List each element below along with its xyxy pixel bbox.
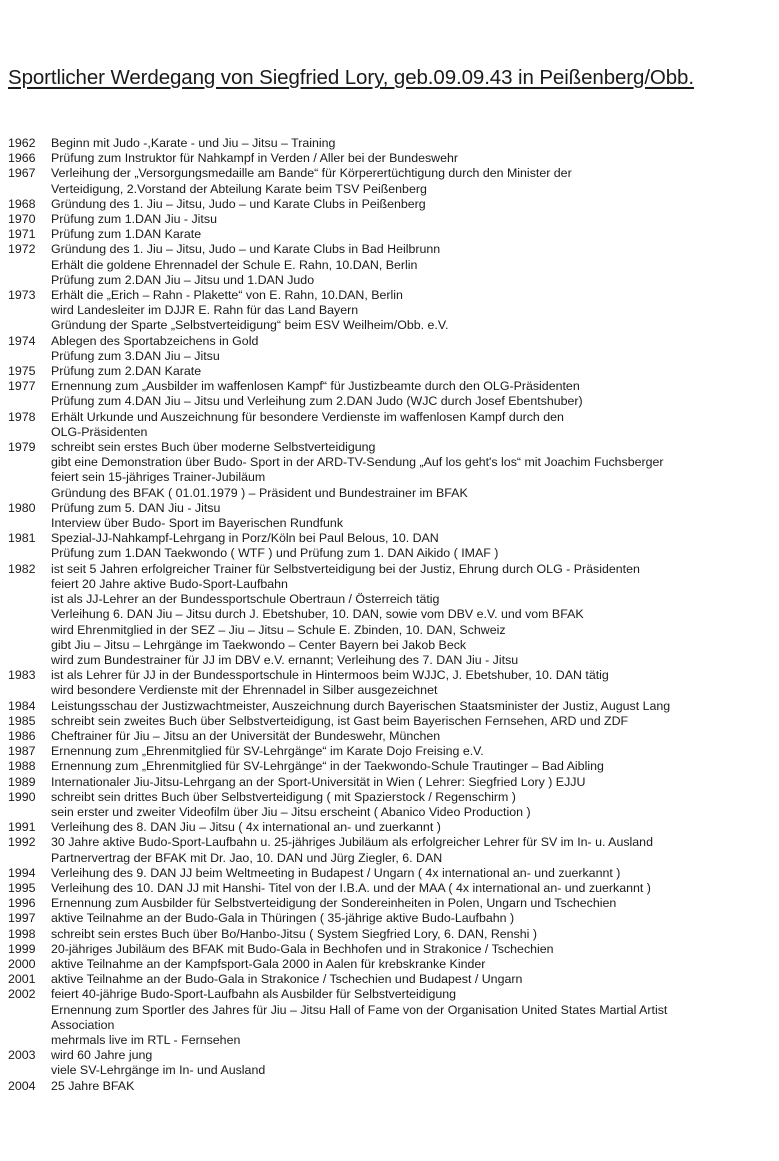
entry-line: 30 Jahre aktive Budo-Sport-Laufbahn u. 25-jähriges Jubiläum als erfolgreicher Lehrer für SV im In- u. Ausland [51, 835, 653, 850]
entry-line: Partnervertrag der BFAK mit Dr. Jao, 10. DAN und Jürg Ziegler, 6. DAN [51, 850, 443, 865]
entry-text [51, 987, 773, 1048]
timeline-entry [8, 972, 773, 987]
entry-text [51, 1048, 773, 1078]
entry-line: 20-jähriges Jubiläum des BFAK mit Budo-Gala in Bechhofen und in Strakonice / Tschechien [51, 941, 554, 956]
entry-year: 1974 [8, 333, 36, 348]
entry-line: Gründung des 1. Jiu – Jitsu, Judo – und Karate Clubs in Bad Heilbrunn [51, 242, 441, 257]
entry-line: wird zum Bundestrainer für JJ im DBV e.V. ernannt; Verleihung des 7. DAN Jiu - Jitsu [51, 652, 519, 667]
entry-line: Ernennung zum „Ehrenmitglied für SV-Lehrgänge“ im Karate Dojo Freising e.V. [51, 744, 484, 759]
timeline-entry [8, 714, 773, 729]
entry-year: 1983 [8, 668, 36, 683]
entry-text [51, 881, 773, 896]
entry-line: aktive Teilnahme an der Kampfsport-Gala 2000 in Aalen für krebskranke Kinder [51, 956, 486, 971]
entry-text [51, 440, 773, 501]
entry-line: Prüfung zum Instruktor für Nahkampf in Verden / Aller bei der Bundeswehr [51, 151, 459, 166]
entry-line: Prüfung zum 2.DAN Jiu – Jitsu und 1.DAN Judo [51, 272, 315, 287]
entry-text [51, 957, 773, 972]
timeline-entry [8, 775, 773, 790]
entry-line: Verleihung des 9. DAN JJ beim Weltmeeting in Budapest / Ungarn ( 4x international an- und zuerkannt ) [51, 865, 621, 880]
entry-line: Verleihung 6. DAN Jiu – Jitsu durch J. Ebetshuber, 10. DAN, sowie vom DBV e.V. und vom BFAK [51, 607, 584, 622]
entry-year: 1996 [8, 896, 36, 911]
timeline-entry [8, 440, 773, 501]
entry-year: 1991 [8, 820, 36, 835]
entry-year: 1990 [8, 789, 36, 804]
entry-line: viele SV-Lehrgänge im In- und Ausland [51, 1063, 266, 1078]
entry-text [51, 820, 773, 835]
entry-line: schreibt sein erstes Buch über Bo/Hanbo-Jitsu ( System Siegfried Lory, 6. DAN, Renshi ) [51, 926, 537, 941]
entry-text [51, 927, 773, 942]
entry-text [51, 227, 773, 242]
timeline-entry [8, 212, 773, 227]
entry-year: 1962 [8, 136, 36, 150]
entry-year: 1970 [8, 212, 36, 227]
entry-text [51, 562, 773, 668]
entry-text [51, 410, 773, 440]
entry-text [51, 288, 773, 334]
entry-line: Interview über Budo- Sport im Bayerischen Rundfunk [51, 516, 344, 531]
entry-year: 1966 [8, 151, 36, 166]
timeline-entry [8, 562, 773, 668]
entry-line: Prüfung zum 2.DAN Karate [51, 364, 202, 379]
entry-line: schreibt sein zweites Buch über Selbstverteidigung, ist Gast beim Bayerischen Fernsehen, ARD und ZDF [51, 713, 629, 728]
entry-line: 25 Jahre BFAK [51, 1078, 135, 1093]
entry-year: 2004 [8, 1078, 36, 1093]
timeline-entry [8, 197, 773, 212]
entry-text [51, 775, 773, 790]
entry-line: sein erster und zweiter Videofilm über Jiu – Jitsu erscheint ( Abanico Video Production ) [51, 804, 531, 819]
entry-text [51, 136, 773, 151]
entry-line: Verteidigung, 2.Vorstand der Abteilung Karate beim TSV Peißenberg [51, 181, 427, 196]
timeline-entry [8, 759, 773, 774]
timeline-entry [8, 410, 773, 440]
entry-line: Erhält Urkunde und Auszeichnung für besondere Verdienste im waffenlosen Kampf durch den [51, 409, 564, 424]
entry-line: Prüfung zum 5. DAN Jiu - Jitsu [51, 500, 221, 515]
entry-line: ist als Lehrer für JJ in der Bundessportschule in Hintermoos beim WJJC, J. Ebetshuber, 10. DAN tätig [51, 668, 609, 683]
entry-line: Ernennung zum Sportler des Jahres für Jiu – Jitsu Hall of Fame von der Organisation United States Martial Artist [51, 1002, 668, 1017]
entry-line: schreibt sein drittes Buch über Selbstverteidigung ( mit Spazierstock / Regenschirm ) [51, 789, 516, 804]
entry-text [51, 759, 773, 774]
entry-text [51, 699, 773, 714]
timeline-entry [8, 744, 773, 759]
timeline-entry [8, 911, 773, 926]
entry-year: 1981 [8, 531, 36, 546]
timeline-entry [8, 379, 773, 409]
entry-line: mehrmals live im RTL - Fernsehen [51, 1032, 241, 1047]
entry-year: 2001 [8, 972, 36, 987]
timeline-entry [8, 835, 773, 865]
entry-year: 1971 [8, 227, 36, 242]
entry-text [51, 835, 773, 865]
entry-year: 1988 [8, 759, 36, 774]
entry-line: Ablegen des Sportabzeichens in Gold [51, 333, 259, 348]
entry-year: 2003 [8, 1048, 36, 1063]
entry-line: OLG-Präsidenten [51, 424, 148, 439]
entry-line: Verleihung des 8. DAN Jiu – Jitsu ( 4x international an- und zuerkannt ) [51, 820, 441, 835]
entry-year: 1979 [8, 440, 36, 455]
entry-text [51, 379, 773, 409]
entry-text [51, 668, 773, 698]
entry-line: Erhält die „Erich – Rahn - Plakette“ von E. Rahn, 10.DAN, Berlin [51, 288, 403, 303]
entry-year: 2002 [8, 987, 36, 1002]
entry-line: Prüfung zum 1.DAN Karate [51, 227, 202, 242]
entry-line: Gründung der Sparte „Selbstverteidigung“ beim ESV Weilheim/Obb. e.V. [51, 318, 449, 333]
entry-line: Association [51, 1017, 115, 1032]
timeline-entry [8, 364, 773, 379]
entry-line: Gründung des 1. Jiu – Jitsu, Judo – und Karate Clubs in Peißenberg [51, 196, 426, 211]
entry-text [51, 972, 773, 987]
timeline-entry [8, 820, 773, 835]
entry-year: 1994 [8, 865, 36, 880]
entry-year: 1973 [8, 288, 36, 303]
entry-text [51, 501, 773, 531]
entry-text [51, 364, 773, 379]
timeline-entry [8, 668, 773, 698]
entry-line: feiert 20 Jahre aktive Budo-Sport-Laufbahn [51, 576, 288, 591]
entry-year: 1975 [8, 364, 36, 379]
timeline-entry [8, 334, 773, 364]
entry-line: Internationaler Jiu-Jitsu-Lehrgang an der Sport-Universität in Wien ( Lehrer: Siegfried Lory ) EJJU [51, 774, 586, 789]
entry-line: Ernennung zum Ausbilder für Selbstverteidigung der Sondereinheiten in Polen, Ungarn und Tschechien [51, 896, 617, 911]
entry-line: wird Ehrenmitglied in der SEZ – Jiu – Jitsu – Schule E. Zbinden, 10. DAN, Schweiz [51, 622, 506, 637]
entry-year: 1977 [8, 379, 36, 394]
entry-line: Leistungsschau der Justizwachtmeister, Auszeichnung durch Bayerischen Staatsminister der Justiz, August Lang [51, 698, 671, 713]
entry-year: 1980 [8, 500, 36, 515]
entry-year: 1992 [8, 835, 36, 850]
entry-year: 1987 [8, 744, 36, 759]
timeline-entry [8, 881, 773, 896]
entry-line: ist seit 5 Jahren erfolgreicher Trainer für Selbstverteidigung bei der Justiz, Ehrung durch OLG - Präsidenten [51, 561, 640, 576]
entry-text [51, 911, 773, 926]
timeline-entry [8, 531, 773, 561]
entry-line: Verleihung des 10. DAN JJ mit Hanshi- Titel von der I.B.A. und der MAA ( 4x international an- und zuerkannt ) [51, 880, 651, 895]
timeline-entry [8, 1079, 773, 1094]
entry-line: aktive Teilnahme an der Budo-Gala in Thüringen ( 35-jährige aktive Budo-Laufbahn ) [51, 911, 515, 926]
timeline-entry [8, 227, 773, 242]
timeline-entry [8, 699, 773, 714]
entry-line: wird besondere Verdienste mit der Ehrennadel in Silber ausgezeichnet [51, 683, 438, 698]
entry-line: wird Landesleiter im DJJR E. Rahn für das Land Bayern [51, 303, 359, 318]
entry-year: 1972 [8, 242, 36, 257]
timeline-entry [8, 942, 773, 957]
entry-year: 1989 [8, 774, 36, 789]
entry-year: 1967 [8, 166, 36, 181]
timeline-entry [8, 242, 773, 288]
entry-text [51, 714, 773, 729]
timeline-entry [8, 151, 773, 166]
timeline-entry [8, 957, 773, 972]
timeline-entry [8, 1048, 773, 1078]
entry-year: 1984 [8, 698, 36, 713]
timeline-entry [8, 501, 773, 531]
entry-text [51, 242, 773, 288]
entry-text [51, 790, 773, 820]
entry-year: 1997 [8, 911, 36, 926]
entry-text [51, 334, 773, 364]
entry-year: 1999 [8, 941, 36, 956]
entry-text [51, 729, 773, 744]
timeline-entry [8, 866, 773, 881]
timeline-entry [8, 166, 773, 196]
timeline-entry [8, 927, 773, 942]
entry-year: 1968 [8, 196, 36, 211]
page-title: Sportlicher Werdegang von Siegfried Lory, geb.09.09.43 in Peißenberg/Obb. [8, 66, 694, 89]
entry-line: Prüfung zum 4.DAN Jiu – Jitsu und Verleihung zum 2.DAN Judo (WJC durch Josef Ebentshuber) [51, 394, 583, 409]
entry-text [51, 212, 773, 227]
entry-line: feiert 40-jährige Budo-Sport-Laufbahn als Ausbilder für Selbstverteidigung [51, 987, 457, 1002]
entry-line: Erhält die goldene Ehrennadel der Schule E. Rahn, 10.DAN, Berlin [51, 257, 418, 272]
entry-line: Prüfung zum 1.DAN Taekwondo ( WTF ) und Prüfung zum 1. DAN Aikido ( IMAF ) [51, 546, 499, 561]
entry-text [51, 166, 773, 196]
entry-year: 1978 [8, 409, 36, 424]
timeline-entry [8, 288, 773, 334]
entry-line: Verleihung der „Versorgungsmedaille am Bande“ für Körperertüchtigung durch den Minister der [51, 166, 572, 181]
entry-line: Beginn mit Judo -,Karate - und Jiu – Jitsu – Training [51, 136, 336, 150]
timeline-entry [8, 896, 773, 911]
timeline [8, 136, 773, 1094]
timeline-entry [8, 136, 773, 151]
entry-line: Spezial-JJ-Nahkampf-Lehrgang in Porz/Köln bei Paul Belous, 10. DAN [51, 531, 439, 546]
entry-text [51, 866, 773, 881]
entry-line: gibt Jiu – Jitsu – Lehrgänge im Taekwondo – Center Bayern bei Jakob Beck [51, 637, 467, 652]
entry-year: 1995 [8, 880, 36, 895]
entry-text [51, 1079, 773, 1094]
entry-line: Prüfung zum 1.DAN Jiu - Jitsu [51, 212, 217, 227]
entry-line: Cheftrainer für Jiu – Jitsu an der Universität der Bundeswehr, München [51, 728, 441, 743]
timeline-entry [8, 790, 773, 820]
entry-line: feiert sein 15-jähriges Trainer-Jubiläum [51, 470, 266, 485]
entry-text [51, 896, 773, 911]
entry-text [51, 744, 773, 759]
entry-line: ist als JJ-Lehrer an der Bundessportschule Obertraun / Österreich tätig [51, 592, 440, 607]
entry-line: Ernennung zum „Ausbilder im waffenlosen Kampf“ für Justizbeamte durch den OLG-Präsidenten [51, 379, 580, 394]
entry-text [51, 531, 773, 561]
entry-year: 2000 [8, 956, 36, 971]
timeline-entry [8, 987, 773, 1048]
entry-line: Prüfung zum 3.DAN Jiu – Jitsu [51, 348, 220, 363]
entry-line: wird 60 Jahre jung [51, 1048, 153, 1063]
entry-year: 1985 [8, 713, 36, 728]
entry-year: 1982 [8, 561, 36, 576]
entry-year: 1986 [8, 728, 36, 743]
entry-text [51, 942, 773, 957]
entry-line: schreibt sein erstes Buch über moderne Selbstverteidigung [51, 440, 376, 455]
timeline-entry [8, 729, 773, 744]
entry-line: Ernennung zum „Ehrenmitglied für SV-Lehrgänge“ in der Taekwondo-Schule Trautinger – Bad Aibling [51, 759, 604, 774]
entry-text [51, 197, 773, 212]
entry-line: gibt eine Demonstration über Budo- Sport in der ARD-TV-Sendung „Auf los geht's los“ mit Joachim Fuchsberger [51, 455, 664, 470]
entry-text [51, 151, 773, 166]
entry-line: aktive Teilnahme an der Budo-Gala in Strakonice / Tschechien und Budapest / Ungarn [51, 972, 523, 987]
entry-line: Gründung des BFAK ( 01.01.1979 ) – Präsident und Bundestrainer im BFAK [51, 485, 468, 500]
entry-year: 1998 [8, 926, 36, 941]
